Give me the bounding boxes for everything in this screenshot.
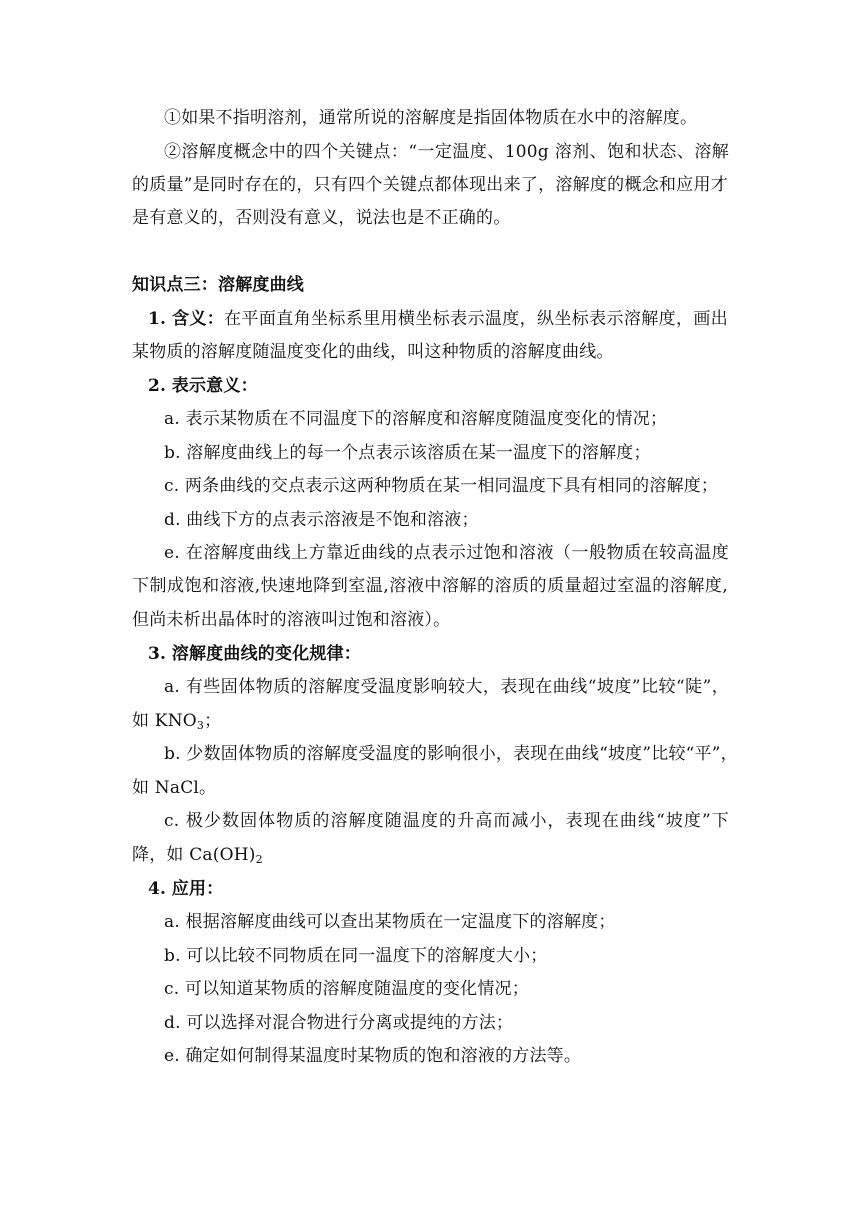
note-2-line-2: 的质量”是同时存在的，只有四个关键点都体现出来了，溶解度的概念和应用才: [132, 175, 728, 195]
item-3-a-suffix: ；: [204, 711, 222, 731]
item-4-heading: [148, 877, 748, 901]
note-1: ①如果不指明溶剂，通常所说的溶解度是指固体物质在水中的溶解度。: [164, 108, 698, 128]
item-2-number: 2.: [148, 376, 167, 396]
item-2-c: c. 两条曲线的交点表示这两种物质在某一相同温度下具有相同的溶解度；: [164, 476, 719, 496]
item-3-c-line-2: [132, 843, 732, 872]
item-4-e: e. 确定如何制得某温度时某物质的饱和溶液的方法等。: [164, 1046, 582, 1066]
item-3-a-line-2: [132, 709, 732, 738]
item-2-title: 表示意义：: [171, 376, 258, 396]
item-3-number: 3.: [148, 644, 167, 664]
item-3-a-prefix: 如 KNO: [132, 711, 197, 731]
item-1-line-1: [148, 307, 728, 331]
note-2-line-1: ②溶解度概念中的四个关键点：“一定温度、100g 溶剂、饱和状态、溶解: [164, 142, 729, 162]
item-4-title: 应用：: [171, 879, 224, 899]
item-3-a-line-1: a. 有些固体物质的溶解度受温度影响较大，表现在曲线“坡度”比较“陡”，: [164, 677, 729, 697]
item-2-a: a. 表示某物质在不同温度下的溶解度和溶解度随温度变化的情况；: [164, 409, 668, 429]
note-2-line-3: 是有意义的，否则没有意义，说法也是不正确的。: [132, 208, 511, 228]
item-2-e-line-2: 下制成饱和溶液,快速地降到室温,溶液中溶解的溶质的质量超过室温的溶解度,: [132, 576, 728, 596]
item-1-number: 1.: [148, 309, 167, 329]
item-4-number: 4.: [148, 879, 167, 899]
item-2-heading: [148, 374, 748, 398]
item-3-title: 溶解度曲线的变化规律：: [171, 644, 361, 664]
item-3-c-subscript: 2: [255, 853, 263, 866]
item-1-line-2: 某物质的溶解度随温度变化的曲线，叫这种物质的溶解度曲线。: [132, 342, 614, 362]
item-4-c: c. 可以知道某物质的溶解度随温度的变化情况；: [164, 979, 529, 999]
item-3-c-line-1: c. 极少数固体物质的溶解度随温度的升高而减小，表现在曲线“坡度”下: [164, 811, 729, 831]
item-1-text-1: 在平面直角坐标系里用横坐标表示温度，纵坐标表示溶解度，画出: [224, 309, 728, 329]
item-1-title: 含义：: [171, 309, 225, 329]
section-heading: 知识点三：溶解度曲线: [132, 275, 304, 295]
item-3-b-line-1: b. 少数固体物质的溶解度受温度的影响很小，表现在曲线“坡度”比较“平”，: [164, 744, 738, 764]
item-4-a: a. 根据溶解度曲线可以查出某物质在一定温度下的溶解度；: [164, 912, 616, 932]
item-3-b-line-2: 如 NaCl。: [132, 778, 217, 798]
item-3-heading: [148, 642, 748, 666]
item-4-b: b. 可以比较不同物质在同一温度下的溶解度大小；: [164, 946, 548, 966]
item-2-b: b. 溶解度曲线上的每一个点表示该溶质在某一温度下的溶解度；: [164, 443, 651, 463]
item-2-d: d. 曲线下方的点表示溶液是不饱和溶液；: [164, 510, 479, 530]
item-3-c-prefix: 降，如 Ca(OH): [132, 845, 256, 865]
item-2-e-line-1: e. 在溶解度曲线上方靠近曲线的点表示过饱和溶液（一般物质在较高温度: [164, 543, 729, 563]
item-4-d: d. 可以选择对混合物进行分离或提纯的方法；: [164, 1013, 514, 1033]
item-2-e-line-3: 但尚未析出晶体时的溶液叫过饱和溶液）。: [132, 610, 451, 630]
item-3-a-subscript: 3: [196, 719, 205, 732]
